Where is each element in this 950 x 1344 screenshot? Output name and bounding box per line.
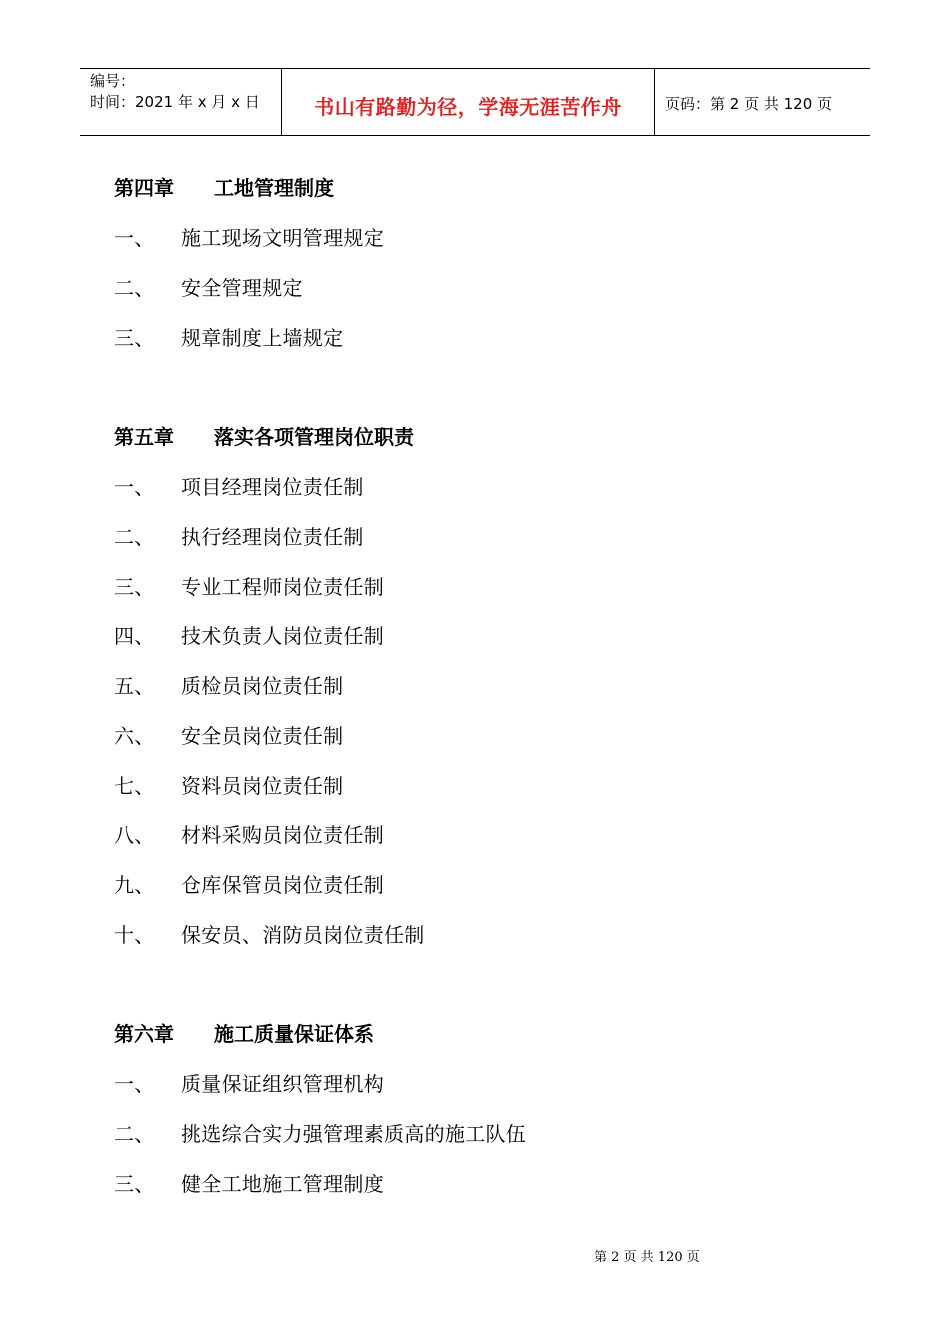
- chapter-title: 施工质量保证体系: [214, 1022, 374, 1046]
- item-text: 项目经理岗位责任制: [181, 475, 364, 499]
- list-item: [114, 272, 303, 301]
- chapter-heading: [114, 421, 414, 450]
- item-number: 一、: [114, 475, 155, 499]
- footer-page-number: 第 2 页 共 120 页: [594, 1250, 700, 1265]
- chapter-title: 落实各项管理岗位职责: [214, 425, 414, 449]
- item-text: 专业工程师岗位责任制: [181, 575, 384, 599]
- list-item: [114, 620, 384, 649]
- item-number: 九、: [114, 873, 155, 897]
- item-number: 三、: [114, 326, 155, 350]
- list-item: [114, 819, 384, 848]
- item-number: 三、: [114, 575, 155, 599]
- item-text: 资料员岗位责任制: [181, 774, 344, 798]
- item-number: 二、: [114, 1122, 155, 1146]
- list-item: [114, 1068, 384, 1097]
- item-number: 十、: [114, 923, 155, 947]
- item-text: 施工现场文明管理规定: [181, 226, 384, 250]
- item-number: 四、: [114, 624, 155, 648]
- document-time-label: 时间：2021 年 x 月 x 日: [90, 93, 260, 111]
- item-number: 二、: [114, 276, 155, 300]
- header-motto: 书山有路勤为径，学海无涯苦作舟: [281, 69, 655, 135]
- chapter-number: 第四章: [114, 176, 174, 200]
- chapter-heading: [114, 1018, 374, 1047]
- item-number: 二、: [114, 525, 155, 549]
- item-text: 保安员、消防员岗位责任制: [181, 923, 425, 947]
- item-text: 挑选综合实力强管理素质高的施工队伍: [181, 1122, 527, 1146]
- list-item: [114, 670, 343, 699]
- item-text: 质量保证组织管理机构: [181, 1072, 384, 1096]
- item-text: 安全管理规定: [181, 276, 303, 300]
- item-number: 一、: [114, 1072, 155, 1096]
- item-text: 仓库保管员岗位责任制: [181, 873, 384, 897]
- chapter-title: 工地管理制度: [214, 176, 334, 200]
- item-number: 七、: [114, 774, 155, 798]
- item-number: 五、: [114, 674, 155, 698]
- list-item: [114, 571, 384, 600]
- item-text: 规章制度上墙规定: [181, 326, 344, 350]
- chapter-number: 第五章: [114, 425, 174, 449]
- item-text: 材料采购员岗位责任制: [181, 823, 384, 847]
- list-item: [114, 1168, 384, 1197]
- chapter-number: 第六章: [114, 1022, 174, 1046]
- item-number: 六、: [114, 724, 155, 748]
- list-item: [114, 770, 343, 799]
- page-header: [80, 68, 870, 136]
- header-page-number: 页码：第 2 页 共 120 页: [665, 94, 833, 113]
- list-item: [114, 521, 364, 550]
- list-item: [114, 869, 384, 898]
- document-number-label: 编号：: [90, 72, 136, 90]
- list-item: [114, 919, 425, 948]
- item-text: 质检员岗位责任制: [181, 674, 344, 698]
- list-item: [114, 222, 384, 251]
- item-text: 安全员岗位责任制: [181, 724, 344, 748]
- item-text: 技术负责人岗位责任制: [181, 624, 384, 648]
- chapter-heading: [114, 172, 334, 201]
- list-item: [114, 322, 343, 351]
- item-number: 八、: [114, 823, 155, 847]
- list-item: [114, 720, 343, 749]
- item-text: 健全工地施工管理制度: [181, 1172, 384, 1196]
- header-meta: [80, 69, 281, 135]
- list-item: [114, 1118, 526, 1147]
- item-number: 一、: [114, 226, 155, 250]
- item-text: 执行经理岗位责任制: [181, 525, 364, 549]
- list-item: [114, 471, 364, 500]
- item-number: 三、: [114, 1172, 155, 1196]
